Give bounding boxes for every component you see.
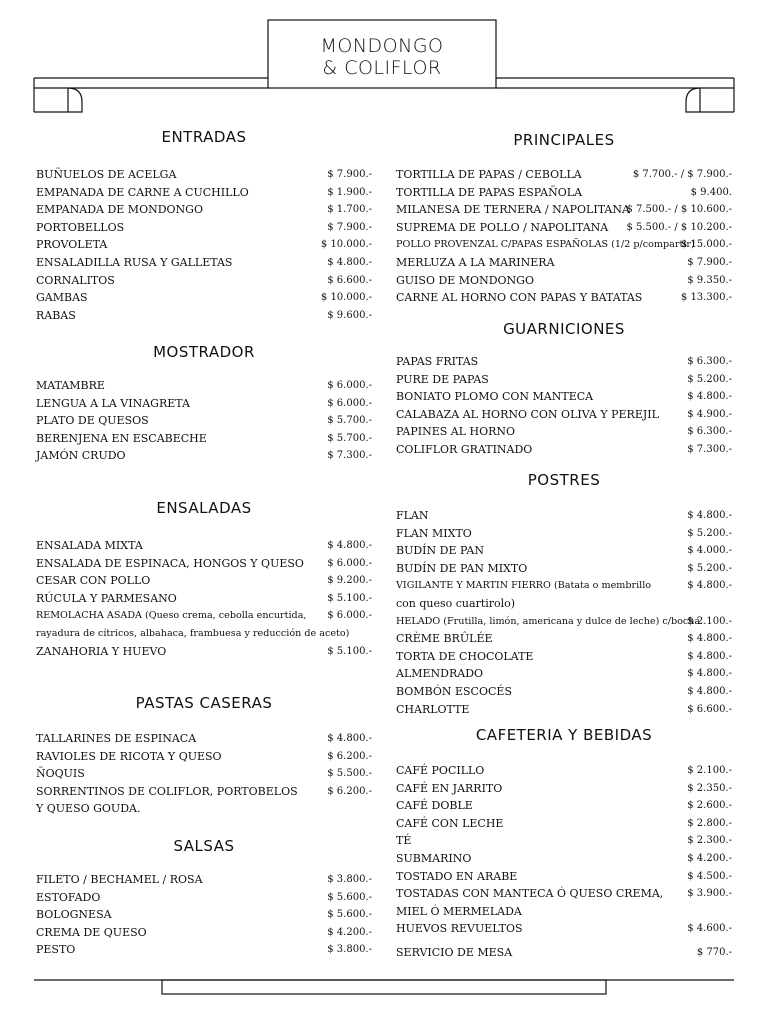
section-heading-mostrador: MOSTRADOR bbox=[153, 343, 255, 361]
item-name: ALMENDRADO bbox=[396, 667, 484, 681]
item-name: BUÑUELOS DE ACELGA bbox=[36, 168, 177, 181]
item-name: BONIATO PLOMO CON MANTECA bbox=[396, 390, 594, 404]
item-price: $ 2.100.- bbox=[687, 615, 732, 627]
item-name: CARNE AL HORNO CON PAPAS Y BATATAS bbox=[396, 291, 643, 305]
section-heading-postres: POSTRES bbox=[527, 471, 601, 489]
item-name: CALABAZA AL HORNO CON OLIVA Y PEREJIL bbox=[396, 407, 659, 421]
item-price: $ 4.600.- bbox=[687, 923, 732, 935]
item-name-continued: Y QUESO GOUDA. bbox=[36, 802, 141, 816]
item-price: $ 10.000.- bbox=[320, 239, 372, 251]
item-price: $ 4.800.- bbox=[687, 633, 732, 645]
item-price: $ 6.000.- bbox=[327, 610, 372, 622]
item-price: $ 4.800.- bbox=[687, 510, 732, 521]
item-price: $ 4.500.- bbox=[687, 870, 732, 882]
item-price: $ 3.800.- bbox=[327, 944, 372, 956]
item-name: HELADO (Frutilla, limón, americana y dulce de leche) c/bocha bbox=[396, 615, 701, 627]
item-name: TORTILLA DE PAPAS ESPAÑOLA bbox=[396, 185, 583, 199]
item-name: HUEVOS REVUELTOS bbox=[396, 922, 523, 936]
item-name: SORRENTINOS DE COLIFLOR, PORTOBELOS bbox=[36, 784, 298, 798]
section-heading-entradas: ENTRADAS bbox=[161, 128, 247, 146]
item-name: CHARLOTTE bbox=[396, 702, 470, 716]
item-price: $ 2.600.- bbox=[687, 800, 732, 812]
item-price: $ 2.800.- bbox=[687, 817, 732, 829]
section-heading-cafeteria: CAFETERIA Y BEBIDAS bbox=[475, 726, 653, 744]
item-price: $ 2.350.- bbox=[687, 782, 732, 794]
item-price: $ 5.600.- bbox=[327, 909, 372, 921]
item-name: GAMBAS bbox=[36, 291, 88, 305]
item-price: $ 3.900.- bbox=[687, 888, 732, 900]
section-heading-principales: PRINCIPALES bbox=[513, 131, 615, 149]
item-price: $ 13.300.- bbox=[680, 292, 732, 304]
item-name: PURE DE PAPAS bbox=[396, 372, 489, 386]
item-price: $ 7.900.- bbox=[687, 257, 732, 268]
item-price: $ 4.800.- bbox=[327, 540, 372, 551]
item-name: EMPANADA DE CARNE A CUCHILLO bbox=[36, 185, 249, 199]
item-name: CAFÉ DOBLE bbox=[396, 799, 473, 813]
item-name: LENGUA A LA VINAGRETA bbox=[36, 396, 190, 410]
item-name: FLAN bbox=[396, 509, 429, 522]
item-name: SUPREMA DE POLLO / NAPOLITANA bbox=[396, 220, 609, 234]
item-price: $ 6.200.- bbox=[327, 785, 372, 797]
item-price: $ 4.200.- bbox=[327, 926, 372, 938]
item-name: TORTA DE CHOCOLATE bbox=[396, 649, 534, 663]
item-price: $ 4.800.- bbox=[327, 257, 372, 268]
item-name-continued: con queso cuartirolo) bbox=[396, 597, 516, 610]
item-name: BOMBÓN ESCOCÉS bbox=[396, 685, 512, 698]
item-name: PESTO bbox=[36, 943, 76, 957]
item-price: $ 2.100.- bbox=[687, 765, 732, 776]
item-name: PAPINES AL HORNO bbox=[396, 425, 516, 439]
item-name: BUDÍN DE PAN bbox=[396, 544, 484, 558]
item-name: TOSTADAS CON MANTECA Ó QUESO CREMA, bbox=[396, 887, 664, 901]
item-name: VIGILANTE Y MARTIN FIERRO (Batata o membrillo bbox=[396, 580, 652, 592]
item-price: $ 5.100.- bbox=[327, 592, 372, 604]
item-price: $ 5.500.- / $ 10.200.- bbox=[626, 221, 732, 233]
item-name: FLAN MIXTO bbox=[396, 526, 472, 540]
item-price: $ 6.600.- bbox=[327, 274, 372, 286]
item-name: ENSALADA MIXTA bbox=[36, 539, 143, 552]
item-price: $ 5.700.- bbox=[327, 432, 372, 444]
item-name: SUBMARINO bbox=[396, 852, 472, 865]
section-heading-guarniciones: GUARNICIONES bbox=[503, 320, 625, 338]
item-name: MERLUZA A LA MARINERA bbox=[396, 256, 555, 269]
item-price: $ 5.100.- bbox=[327, 645, 372, 657]
item-name: POLLO PROVENZAL C/PAPAS ESPAÑOLAS (1/2 p/compartir) bbox=[396, 239, 695, 251]
item-price: $ 7.300.- bbox=[687, 444, 732, 455]
item-price: $ 6.300.- bbox=[687, 426, 732, 438]
item-price: $ 4.200.- bbox=[687, 853, 732, 864]
item-name: MATAMBRE bbox=[36, 379, 105, 392]
item-name: CAFÉ EN JARRITO bbox=[396, 781, 503, 795]
item-price: $ 7.900.- bbox=[327, 169, 372, 180]
item-price: $ 6.300.- bbox=[687, 356, 732, 367]
item-name: REMOLACHA ASADA (Queso crema, cebolla encurtida, bbox=[36, 610, 307, 622]
item-price: $ 4.800.- bbox=[687, 580, 732, 592]
item-price: $ 10.000.- bbox=[320, 292, 372, 304]
item-name: BUDÍN DE PAN MIXTO bbox=[396, 561, 528, 575]
item-name: BOLOGNESA bbox=[36, 908, 112, 922]
item-name: CORNALITOS bbox=[36, 273, 115, 287]
item-name: CESAR CON POLLO bbox=[36, 574, 151, 588]
item-name: RÚCULA Y PARMESANO bbox=[36, 591, 177, 605]
item-name: PAPAS FRITAS bbox=[396, 355, 479, 368]
item-name: PROVOLETA bbox=[36, 238, 108, 252]
item-price: $ 5.200.- bbox=[687, 562, 732, 574]
item-name: TOSTADO EN ARABE bbox=[396, 869, 518, 883]
item-price: $ 9.400. bbox=[690, 186, 732, 198]
item-price: $ 7.500.- / $ 10.600.- bbox=[626, 204, 732, 216]
section-heading-pastas: PASTAS CASERAS bbox=[135, 694, 273, 712]
item-name: JAMÓN CRUDO bbox=[36, 449, 126, 463]
item-name: TÉ bbox=[396, 834, 412, 848]
item-name: EMPANADA DE MONDONGO bbox=[36, 203, 203, 217]
item-name-continued: rayadura de cítricos, albahaca, frambuesa y reducción de aceto) bbox=[36, 628, 350, 639]
item-price: $ 4.800.- bbox=[687, 650, 732, 662]
item-price: $ 9.600.- bbox=[327, 309, 372, 321]
item-name: RAVIOLES DE RICOTA Y QUESO bbox=[36, 749, 222, 763]
item-name: RABAS bbox=[36, 308, 76, 322]
item-price: $ 5.500.- bbox=[327, 768, 372, 780]
item-name: CREMA DE QUESO bbox=[36, 925, 147, 939]
item-name: TORTILLA DE PAPAS / CEBOLLA bbox=[396, 168, 582, 181]
item-name: SERVICIO DE MESA bbox=[396, 946, 513, 959]
title-line-2: & COLIFLOR bbox=[322, 57, 442, 79]
item-price: $ 9.350.- bbox=[687, 274, 732, 286]
section-heading-ensaladas: ENSALADAS bbox=[156, 499, 252, 517]
item-price: $ 15.000.- bbox=[680, 239, 732, 251]
item-price: $ 1.700.- bbox=[327, 204, 372, 216]
item-price: $ 6.000.- bbox=[327, 397, 372, 409]
section-heading-salsas: SALSAS bbox=[173, 837, 235, 855]
item-price: $ 7.900.- bbox=[327, 221, 372, 233]
item-price: $ 2.300.- bbox=[687, 835, 732, 847]
item-price: $ 6.600.- bbox=[687, 703, 732, 715]
item-price: $ 5.200.- bbox=[687, 373, 732, 385]
item-name: CAFÉ POCILLO bbox=[396, 764, 485, 777]
item-price: $ 770.- bbox=[696, 947, 732, 958]
item-price: $ 4.800.- bbox=[687, 668, 732, 680]
item-price: $ 1.900.- bbox=[327, 186, 372, 198]
item-price: $ 4.000.- bbox=[687, 545, 732, 557]
item-price: $ 6.000.- bbox=[327, 557, 372, 569]
item-name: TALLARINES DE ESPINACA bbox=[36, 732, 197, 745]
restaurant-title bbox=[268, 20, 496, 88]
item-name: ÑOQUIS bbox=[36, 767, 85, 781]
item-name: ESTOFADO bbox=[36, 890, 101, 904]
item-price: $ 4.800.- bbox=[327, 733, 372, 744]
item-name: ENSALADILLA RUSA Y GALLETAS bbox=[36, 256, 233, 269]
item-price: $ 7.700.- / $ 7.900.- bbox=[632, 169, 732, 180]
item-price: $ 5.200.- bbox=[687, 527, 732, 539]
item-name: PLATO DE QUESOS bbox=[36, 414, 149, 428]
item-price: $ 4.800.- bbox=[687, 686, 732, 697]
item-price: $ 6.200.- bbox=[327, 750, 372, 762]
item-price: $ 5.600.- bbox=[327, 891, 372, 903]
item-name: ZANAHORIA Y HUEVO bbox=[36, 644, 167, 658]
item-price: $ 6.000.- bbox=[327, 380, 372, 391]
item-name: BERENJENA EN ESCABECHE bbox=[36, 431, 207, 445]
item-name: MILANESA DE TERNERA / NAPOLITANA bbox=[396, 203, 630, 217]
item-name: ENSALADA DE ESPINACA, HONGOS Y QUESO bbox=[36, 556, 304, 570]
item-name: CRÈME BRÛLÉE bbox=[396, 632, 493, 646]
title-line-1: MONDONGO bbox=[320, 35, 444, 57]
item-name: CAFÉ CON LECHE bbox=[396, 816, 504, 830]
item-name: GUISO DE MONDONGO bbox=[396, 273, 534, 287]
item-price: $ 5.700.- bbox=[327, 415, 372, 427]
item-price: $ 7.300.- bbox=[327, 450, 372, 462]
item-name-continued: MIEL Ó MERMELADA bbox=[396, 904, 522, 918]
item-name: FILETO / BECHAMEL / ROSA bbox=[36, 873, 203, 886]
item-name: PORTOBELLOS bbox=[36, 220, 125, 234]
item-price: $ 9.200.- bbox=[327, 575, 372, 587]
item-name: COLIFLOR GRATINADO bbox=[396, 443, 533, 456]
item-price: $ 4.800.- bbox=[687, 391, 732, 403]
item-price: $ 4.900.- bbox=[687, 408, 732, 420]
item-price: $ 3.800.- bbox=[327, 874, 372, 885]
